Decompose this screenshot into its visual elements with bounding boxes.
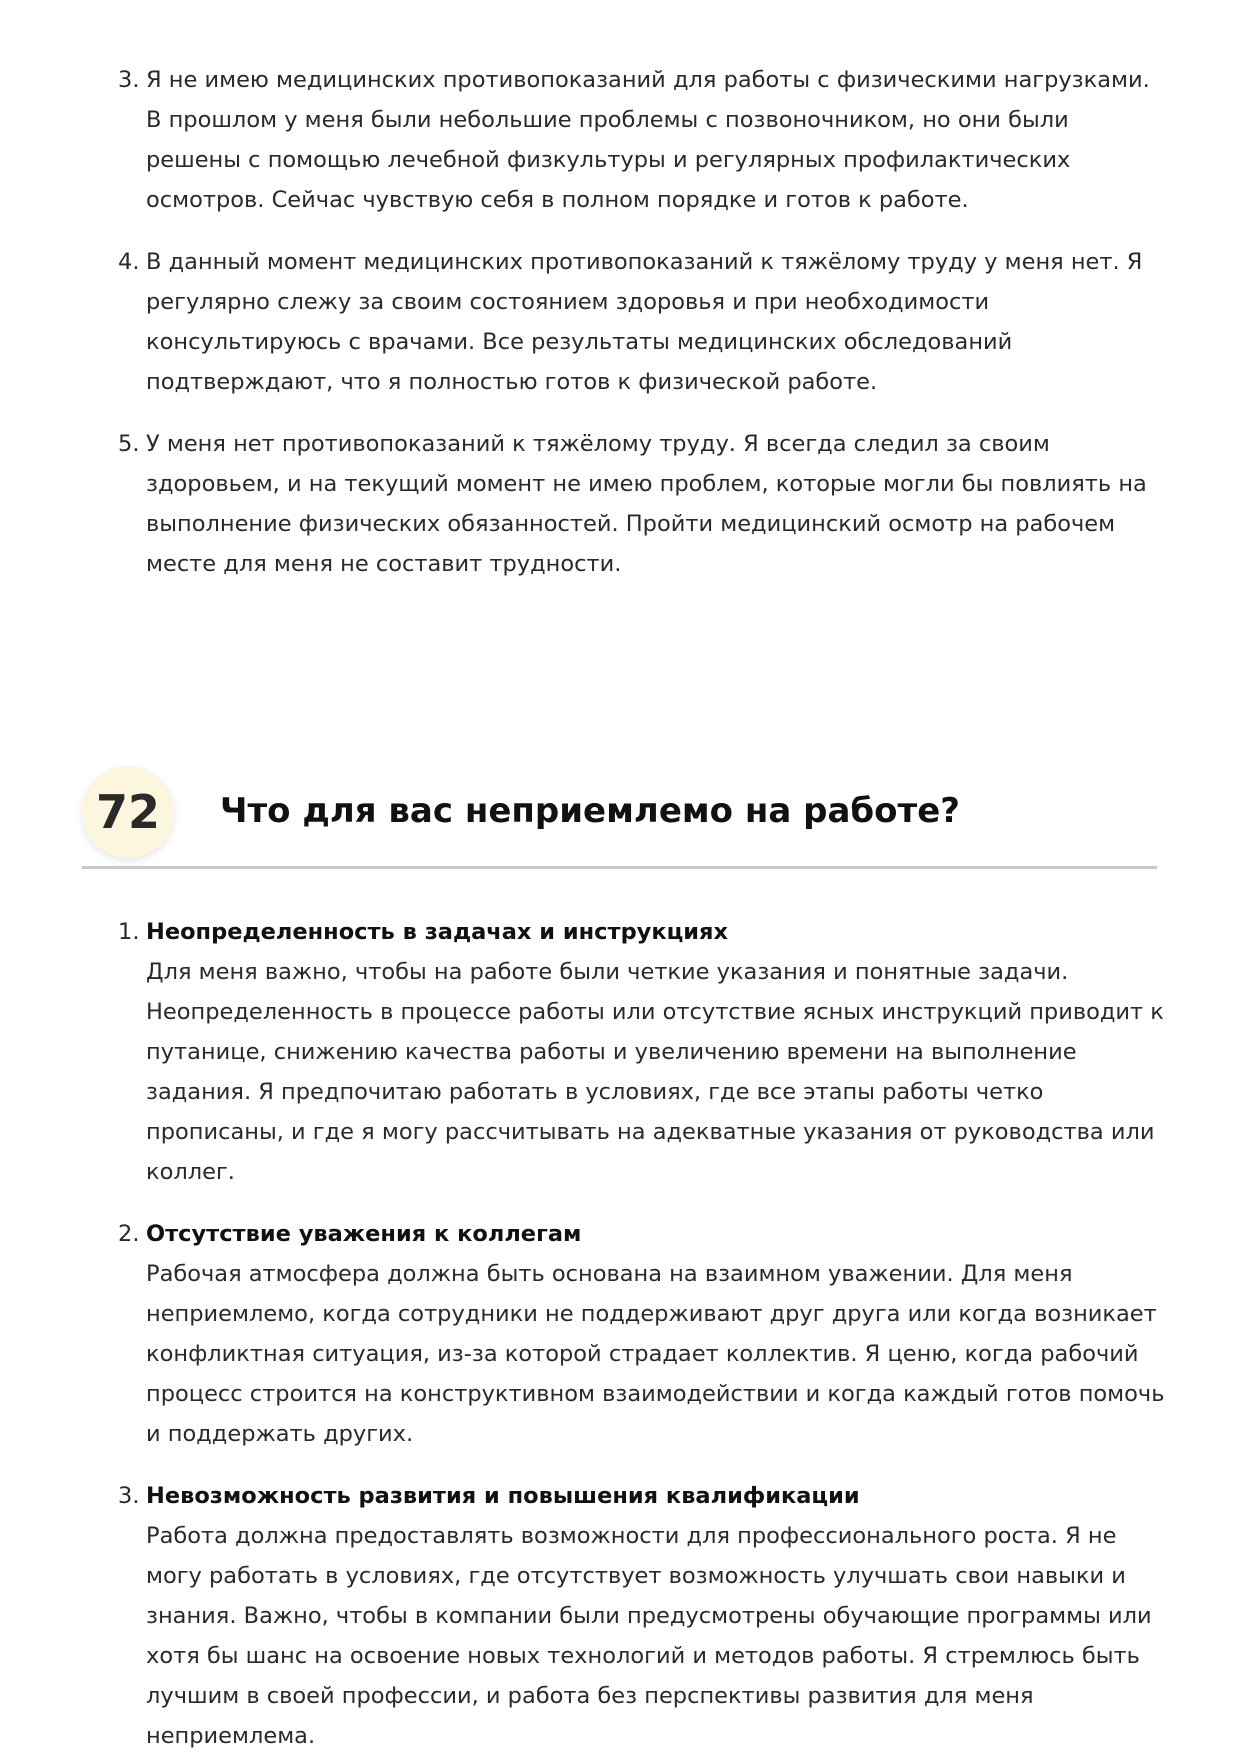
list-item-text: В данный момент медицинских противопоказаний к тяжёлому труду у меня нет. Я регулярно слежу за своим состоянием здоровья и при необходимости консультируюсь с врачами. Все результаты медицинских обследований подтверждают, что я полностью готов к физической работе. [146,249,1143,395]
previous-answers-list [0,60,1239,584]
answer-text: Работа должна предоставлять возможности для профессионального роста. Я не могу работать в условиях, где отсутствует возможность улучшать свои навыки и знания. Важно, чтобы в компании были предусмотрены обучающие программы или хотя бы шанс на освоение новых технологий и методов работы. Я стремлюсь быть лучшим в своей профессии, и работа без перспективы развития для меня неприемлема. [146,1523,1152,1749]
answer-text: Для меня важно, чтобы на работе были четкие указания и понятные задачи. Неопределенность в процессе работы или отсутствие ясных инструкций приводит к путанице, снижению качества работы и увеличению времени на выполнение задания. Я предпочитаю работать в условиях, где все этапы работы четко прописаны, и где я могу рассчитывать на адекватные указания от руководства или коллег. [146,959,1164,1185]
list-item [0,242,1239,402]
question-header [82,762,1157,872]
answer-text: Рабочая атмосфера должна быть основана на взаимном уважении. Для меня неприемлемо, когда сотрудники не поддерживают друг друга или когда возникает конфликтная ситуация, из-за которой страдает коллектив. Я ценю, когда рабочий процесс строится на конструктивном взаимодействии и когда каждый готов помочь и поддержать других. [146,1261,1165,1447]
answer-number: 2. [118,1221,140,1247]
question-number-badge: 72 [82,766,174,858]
list-item-number: 3. [118,67,140,93]
answer-item [0,912,1239,1192]
answer-item [0,1476,1239,1756]
answer-title: Неопределенность в задачах и инструкциях [146,919,729,945]
answer-title: Отсутствие уважения к коллегам [146,1221,582,1247]
answers-list [0,912,1239,1756]
answer-number: 1. [118,919,140,945]
answer-title: Невозможность развития и повышения квалификации [146,1483,860,1509]
list-item-number: 5. [118,431,140,457]
question-title: Что для вас неприемлемо на работе? [220,791,960,831]
list-item-text: У меня нет противопоказаний к тяжёлому труду. Я всегда следил за своим здоровьем, и на текущий момент не имею проблем, которые могли бы повлиять на выполнение физических обязанностей. Пройти медицинский осмотр на рабочем месте для меня не составит трудности. [146,431,1147,577]
list-item [0,424,1239,584]
header-divider [82,866,1157,869]
answer-number: 3. [118,1483,140,1509]
list-item-number: 4. [118,249,140,275]
list-item-text: Я не имею медицинских противопоказаний для работы с физическими нагрузками. В прошлом у меня были небольшие проблемы с позвоночником, но они были решены с помощью лечебной физкультуры и регулярных профилактических осмотров. Сейчас чувствую себя в полном порядке и готов к работе. [146,67,1150,213]
answer-item [0,1214,1239,1454]
list-item [0,60,1239,220]
